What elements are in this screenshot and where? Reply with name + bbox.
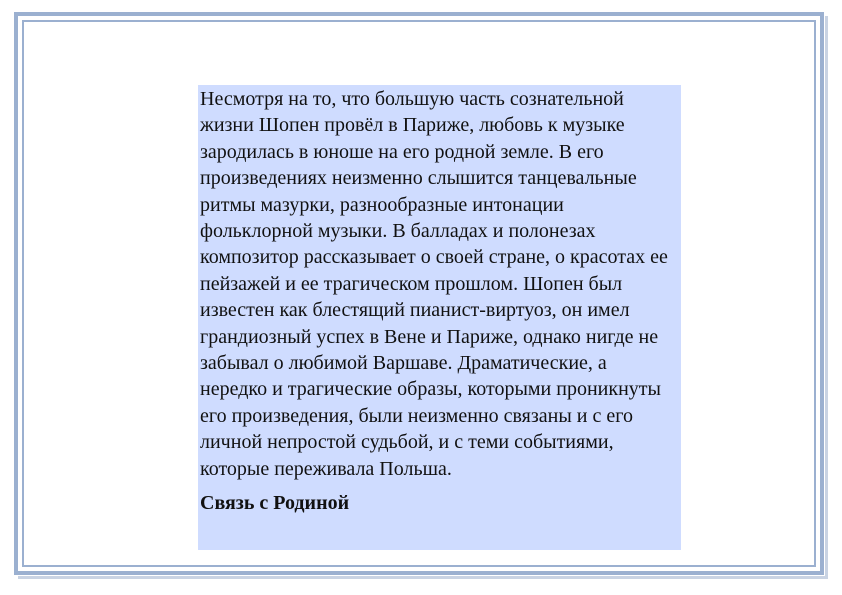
text-box bbox=[198, 85, 681, 550]
section-heading: Связь с Родиной bbox=[200, 492, 350, 515]
body-paragraph: Несмотря на то, что большую часть сознательной жизни Шопен провёл в Париже, любовь к музыке зародилась в юноше на его родной земле. В его произведениях неизменно слышится танцевальные ритмы мазурки, разнообразные интонации фольклорной музыки. В балладах и полонезах композитор рассказывает о своей стране, о красотах ее пейзажей и ее трагическом прошлом. Шопен был известен как блестящий пианист-виртуоз, он имел грандиозный успех в Вене и Париже, однако нигде не забывал о любимой Варшаве. Драматические, а нередко и трагические образы, которыми проникнуты его произведения, были неизменно связаны и с его личной непростой судьбой, и с теми событиями, которые переживала Польша. bbox=[200, 88, 668, 480]
